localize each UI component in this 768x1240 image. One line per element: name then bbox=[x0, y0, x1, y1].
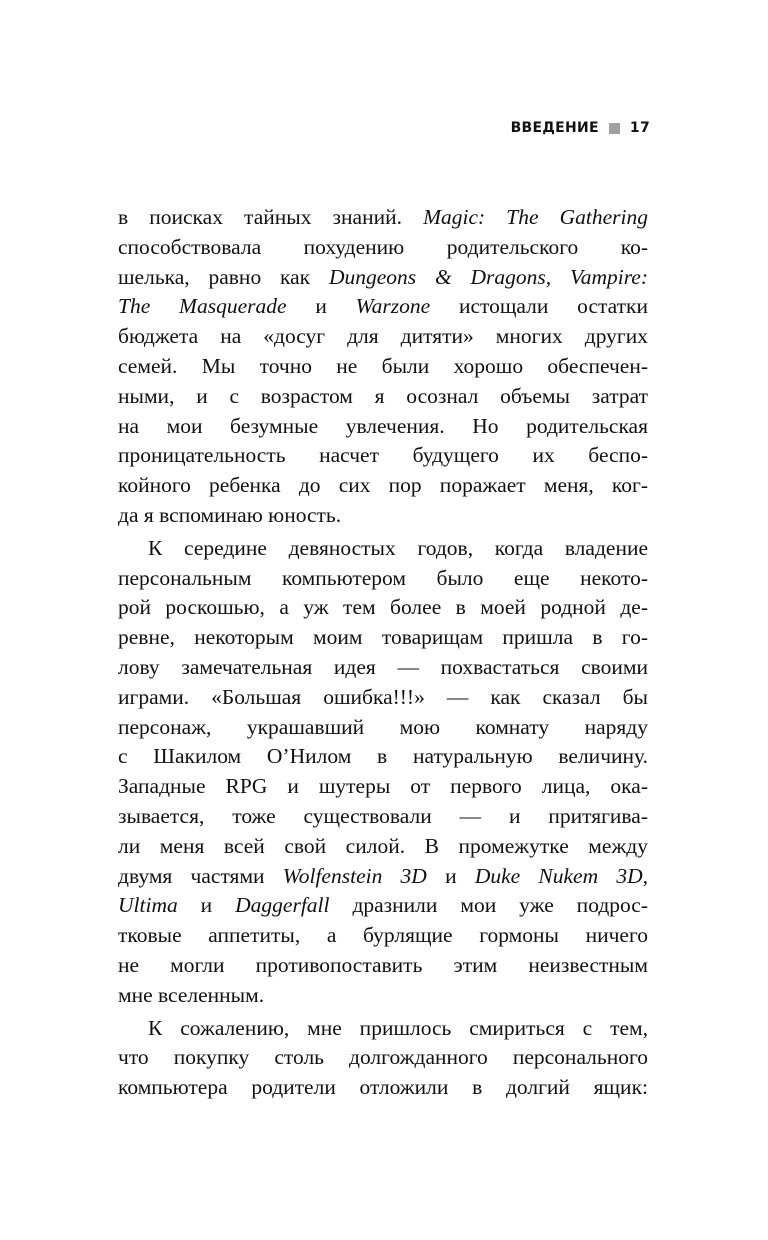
text-line bbox=[118, 891, 648, 921]
text-line bbox=[118, 593, 648, 623]
text-line bbox=[118, 951, 648, 981]
text-segment: дразнили мои уже подрос- bbox=[329, 893, 648, 918]
text-line bbox=[118, 412, 648, 442]
text-segment: истощали остатки bbox=[430, 294, 648, 319]
text-line bbox=[118, 802, 648, 832]
text-line bbox=[118, 382, 648, 412]
text-line bbox=[118, 233, 648, 263]
text-segment: и bbox=[426, 863, 475, 888]
text-segment: шелька, равно как bbox=[118, 264, 329, 289]
italic-title: Wolfenstein 3D bbox=[282, 863, 427, 888]
text-line bbox=[118, 322, 648, 352]
running-header bbox=[511, 120, 650, 136]
text-line bbox=[118, 921, 648, 951]
text-segment: не могли противопоставить этим неизвестным bbox=[118, 952, 648, 977]
page-number: 17 bbox=[629, 120, 650, 136]
text-segment: да я вспоминаю юность. bbox=[118, 502, 342, 527]
text-segment: персонаж, украшавший мою комнату наряду bbox=[118, 714, 648, 739]
text-segment: что покупку столь долгожданного персонального bbox=[118, 1045, 648, 1070]
text-line bbox=[118, 742, 648, 772]
text-line bbox=[118, 501, 648, 531]
text-line bbox=[118, 352, 648, 382]
text-line bbox=[118, 713, 648, 743]
text-line bbox=[118, 683, 648, 713]
text-line bbox=[118, 534, 648, 564]
body-text bbox=[118, 203, 648, 1103]
text-segment: и bbox=[286, 294, 356, 319]
italic-title: The Masquerade bbox=[118, 294, 287, 319]
italic-title: Dungeons & Dragons, Vampire: bbox=[328, 264, 648, 289]
text-segment: и bbox=[177, 893, 236, 918]
text-segment: играми. «Большая ошибка!!!» — как сказал бы bbox=[118, 684, 648, 709]
text-line bbox=[118, 263, 648, 293]
text-line bbox=[118, 1014, 648, 1044]
text-line bbox=[118, 471, 648, 501]
text-line bbox=[118, 292, 648, 322]
text-line bbox=[118, 1073, 648, 1103]
text-segment: компьютера родители отложили в долгий ящик: bbox=[118, 1075, 648, 1100]
italic-title: Magic: The Gathering bbox=[423, 205, 648, 229]
text-line bbox=[118, 862, 648, 892]
text-line bbox=[118, 653, 648, 683]
text-line bbox=[118, 772, 648, 802]
text-segment: в поисках тайных знаний. bbox=[118, 205, 424, 229]
section-title: ВВЕДЕНИЕ bbox=[510, 120, 599, 136]
text-segment: ревне, некоторым моим товарищам пришла в го- bbox=[118, 625, 648, 650]
text-segment: проницательность насчет будущего их беспо- bbox=[118, 443, 648, 468]
text-line bbox=[118, 441, 648, 471]
text-segment: зывается, тоже существовали — и притягива- bbox=[118, 803, 648, 828]
text-segment: на мои безумные увлечения. Но родительская bbox=[118, 413, 648, 438]
text-segment: мне вселенным. bbox=[118, 982, 265, 1007]
text-segment: койного ребенка до сих пор поражает меня, ког- bbox=[118, 473, 648, 498]
text-segment: К сожалению, мне пришлось смириться с тем, bbox=[148, 1015, 648, 1040]
text-segment: лову замечательная идея — похвастаться своими bbox=[118, 654, 648, 679]
italic-title: Warzone bbox=[355, 294, 431, 319]
text-line bbox=[118, 832, 648, 862]
text-line bbox=[118, 981, 648, 1011]
text-segment: ли меня всей свой силой. В промежутке между bbox=[118, 833, 648, 858]
italic-title: Duke Nukem 3D, bbox=[474, 863, 649, 888]
text-segment: способствовала похудению родительского ко- bbox=[118, 234, 648, 259]
text-line bbox=[118, 1043, 648, 1073]
text-segment: ными, и с возрастом я осознал объемы затрат bbox=[118, 383, 648, 408]
text-segment: персональным компьютером было еще некото- bbox=[118, 565, 648, 590]
separator-square-icon bbox=[609, 123, 620, 134]
text-segment: рой роскошью, а уж тем более в моей родной де- bbox=[118, 595, 648, 620]
text-segment: тковые аппетиты, а бурлящие гормоны ничего bbox=[118, 923, 648, 948]
text-segment: бюджета на «досуг для дитяти» многих других bbox=[118, 324, 648, 349]
text-segment: семей. Мы точно не были хорошо обеспечен- bbox=[118, 353, 648, 378]
italic-title: Ultima bbox=[118, 893, 178, 918]
text-segment: с Шакилом О’Нилом в натуральную величину. bbox=[118, 744, 648, 769]
text-line bbox=[118, 564, 648, 594]
italic-title: Daggerfall bbox=[235, 893, 330, 918]
text-segment: двумя частями bbox=[118, 863, 283, 888]
text-segment: К середине девяностых годов, когда владение bbox=[148, 535, 648, 560]
text-segment: Западные RPG и шутеры от первого лица, ока- bbox=[118, 774, 648, 799]
text-line bbox=[118, 623, 648, 653]
text-line bbox=[118, 203, 648, 233]
